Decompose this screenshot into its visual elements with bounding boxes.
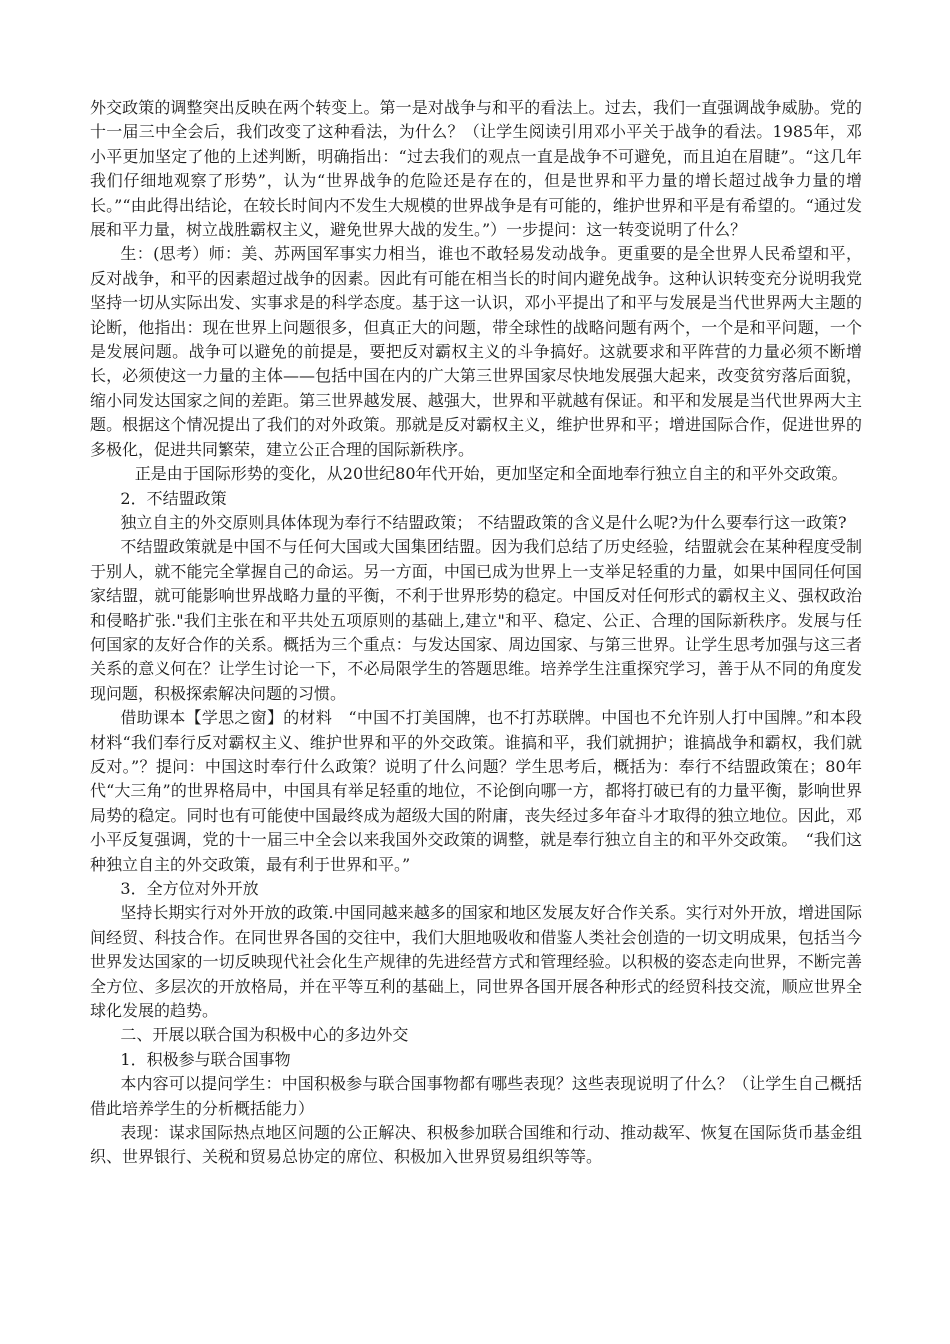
heading-multilateral-diplomacy: 二、开展以联合国为积极中心的多边外交 xyxy=(120,1025,409,1045)
paragraph-student-teacher-discussion: 生：(思考）师：美、苏两国军事实力相当，谁也不敢轻易发动战争。更重要的是全世界人民希望和平，反对战争，和平的因素超过战争的因素。因此有可能在相当长的时间内避免战争。这种认识转变充分说明我党坚持一切从实际出发、实事求是的科学态度。基于这一认识，邓小平提出了和平与发展是当代世界两大主题的论断，他指出：现在世界上问题很多，但真正大的问题，带全球性的战略问题有两个，一个是和平问题，一个是发展问题。战争可以避免的前提是，要把反对霸权主义的斗争搞好。这就要求和平阵营的力量必须不断增长，必须使这一力量的主体——包括中国在内的广大第三世界国家尽快地发展强大起来，改变贫穷落后面貌，缩小同发达国家之间的差距。第三世界越发展、越强大，世界和平就越有保证。和平和发展是当代世界两大主题。根据这个情况提出了我们的对外政策。那就是反对霸权主义，维护世界和平；增进国际合作，促进世界的多极化，促进共同繁荣，建立公正合理的国际新秩序。 xyxy=(90,244,862,459)
paragraph-study-window-material: 借助课本【学思之窗】的材料 “中国不打美国牌，也不打苏联牌。中国也不允许别人打中国牌。”和本段材料“我们奉行反对霸权主义、维护世界和平的外交政策。谁搞和平，我们就拥护；谁搞战争和霸权，我们就反对。”？提问：中国这时奉行什么政策？说明了什么问题？学生思考后，概括为：奉行不结盟政策在；80年代“大三角”的世界格局中，中国具有举足轻重的地位，不论倒向哪一方，都将打破已有的力量平衡，影响世界局势的稳定。同时也有可能使中国最终成为超级大国的附庸，丧失经过多年奋斗才取得的独立地位。因此，邓小平反复强调，党的十一届三中全会以来我国外交政策的调整，就是奉行独立自主的和平外交政策。 “我们这种独立自主的外交政策，最有利于世界和平。” xyxy=(90,708,862,874)
heading-un-participation: 1．积极参与联合国事物 xyxy=(120,1049,291,1069)
paragraph-international-situation: 正是由于国际形势的变化，从20世纪80年代开始，更加坚定和全面地奉行独立自主的和平外交政策。 xyxy=(134,464,848,484)
paragraph-foreign-policy-shift: 外交政策的调整突出反映在两个转变上。第一是对战争与和平的看法上。过去，我们一直强调战争威胁。党的十一届三中全会后，我们改变了这种看法，为什么？（让学生阅读引用邓小平关于战争的看法。1985年，邓小平更加坚定了他的上述判断，明确指出：“过去我们的观点一直是战争不可避免，而且迫在眉睫”。“这几年我们仔细地观察了形势”，认为“世界战争的危险还是存在的，但是世界和平力量的增长超过战争力量的增长。”“由此得出结论，在较长时间内不发生大规模的世界战争是有可能的，维护世界和平是有希望的。“通过发展和平力量，树立战胜霸权主义，避免世界大战的发生。”）一步提问：这一转变说明了什么？ xyxy=(90,98,862,240)
paragraph-un-question: 本内容可以提问学生：中国积极参与联合国事物都有哪些表现？这些表现说明了什么？（让学生自己概括借此培养学生的分析概括能力） xyxy=(90,1074,862,1118)
document-page xyxy=(90,96,862,1170)
paragraph-opening-policy: 坚持长期实行对外开放的政策.中国同越来越多的国家和地区发展友好合作关系。实行对外开放，增进国际间经贸、科技合作。在同世界各国的交往中，我们大胆地吸收和借鉴人类社会创造的一切文明成果，包括当今世界发达国家的一切反映现代社会化生产规律的先进经营方式和管理经验。以积极的姿态走向世界，不断完善全方位、多层次的开放格局，并在平等互利的基础上，同世界各国开展各种形式的经贸科技交流，顺应世界全球化发展的趋势。 xyxy=(90,903,862,1021)
heading-all-round-opening: 3．全方位对外开放 xyxy=(120,879,259,898)
heading-non-alignment-policy: 2．不结盟政策 xyxy=(120,488,227,508)
paragraph-non-alignment-question: 独立自主的外交原则具体体现为奉行不结盟政策； 不结盟政策的含义是什么呢?为什么要奉行这一政策? xyxy=(120,512,847,532)
paragraph-un-performance: 表现：谋求国际热点地区问题的公正解决、积极参加联合国维和行动、推动裁军、恢复在国际货币基金组织、世界银行、关税和贸易总协定的席位、积极加入世界贸易组织等等。 xyxy=(90,1123,862,1167)
paragraph-non-alignment-meaning: 不结盟政策就是中国不与任何大国或大国集团结盟。因为我们总结了历史经验，结盟就会在某种程度受制于别人，就不能完全掌握自己的命运。另一方面，中国已成为世界上一支举足轻重的力量，如果中国同任何国家结盟，就可能影响世界战略力量的平衡，不利于世界形势的稳定。中国反对任何形式的霸权主义、强权政治和侵略扩张."我们主张在和平共处五项原则的基础上,建立"和平、稳定、公正、合理的国际新秩序。发展与任何国家的友好合作的关系。概括为三个重点：与发达国家、周边国家、与第三世界。让学生思考加强与这三者关系的意义何在？让学生讨论一下，不必局限学生的答题思维。培养学生注重探究学习，善于从不同的角度发现问题，积极探索解决问题的习惯。 xyxy=(90,537,862,703)
